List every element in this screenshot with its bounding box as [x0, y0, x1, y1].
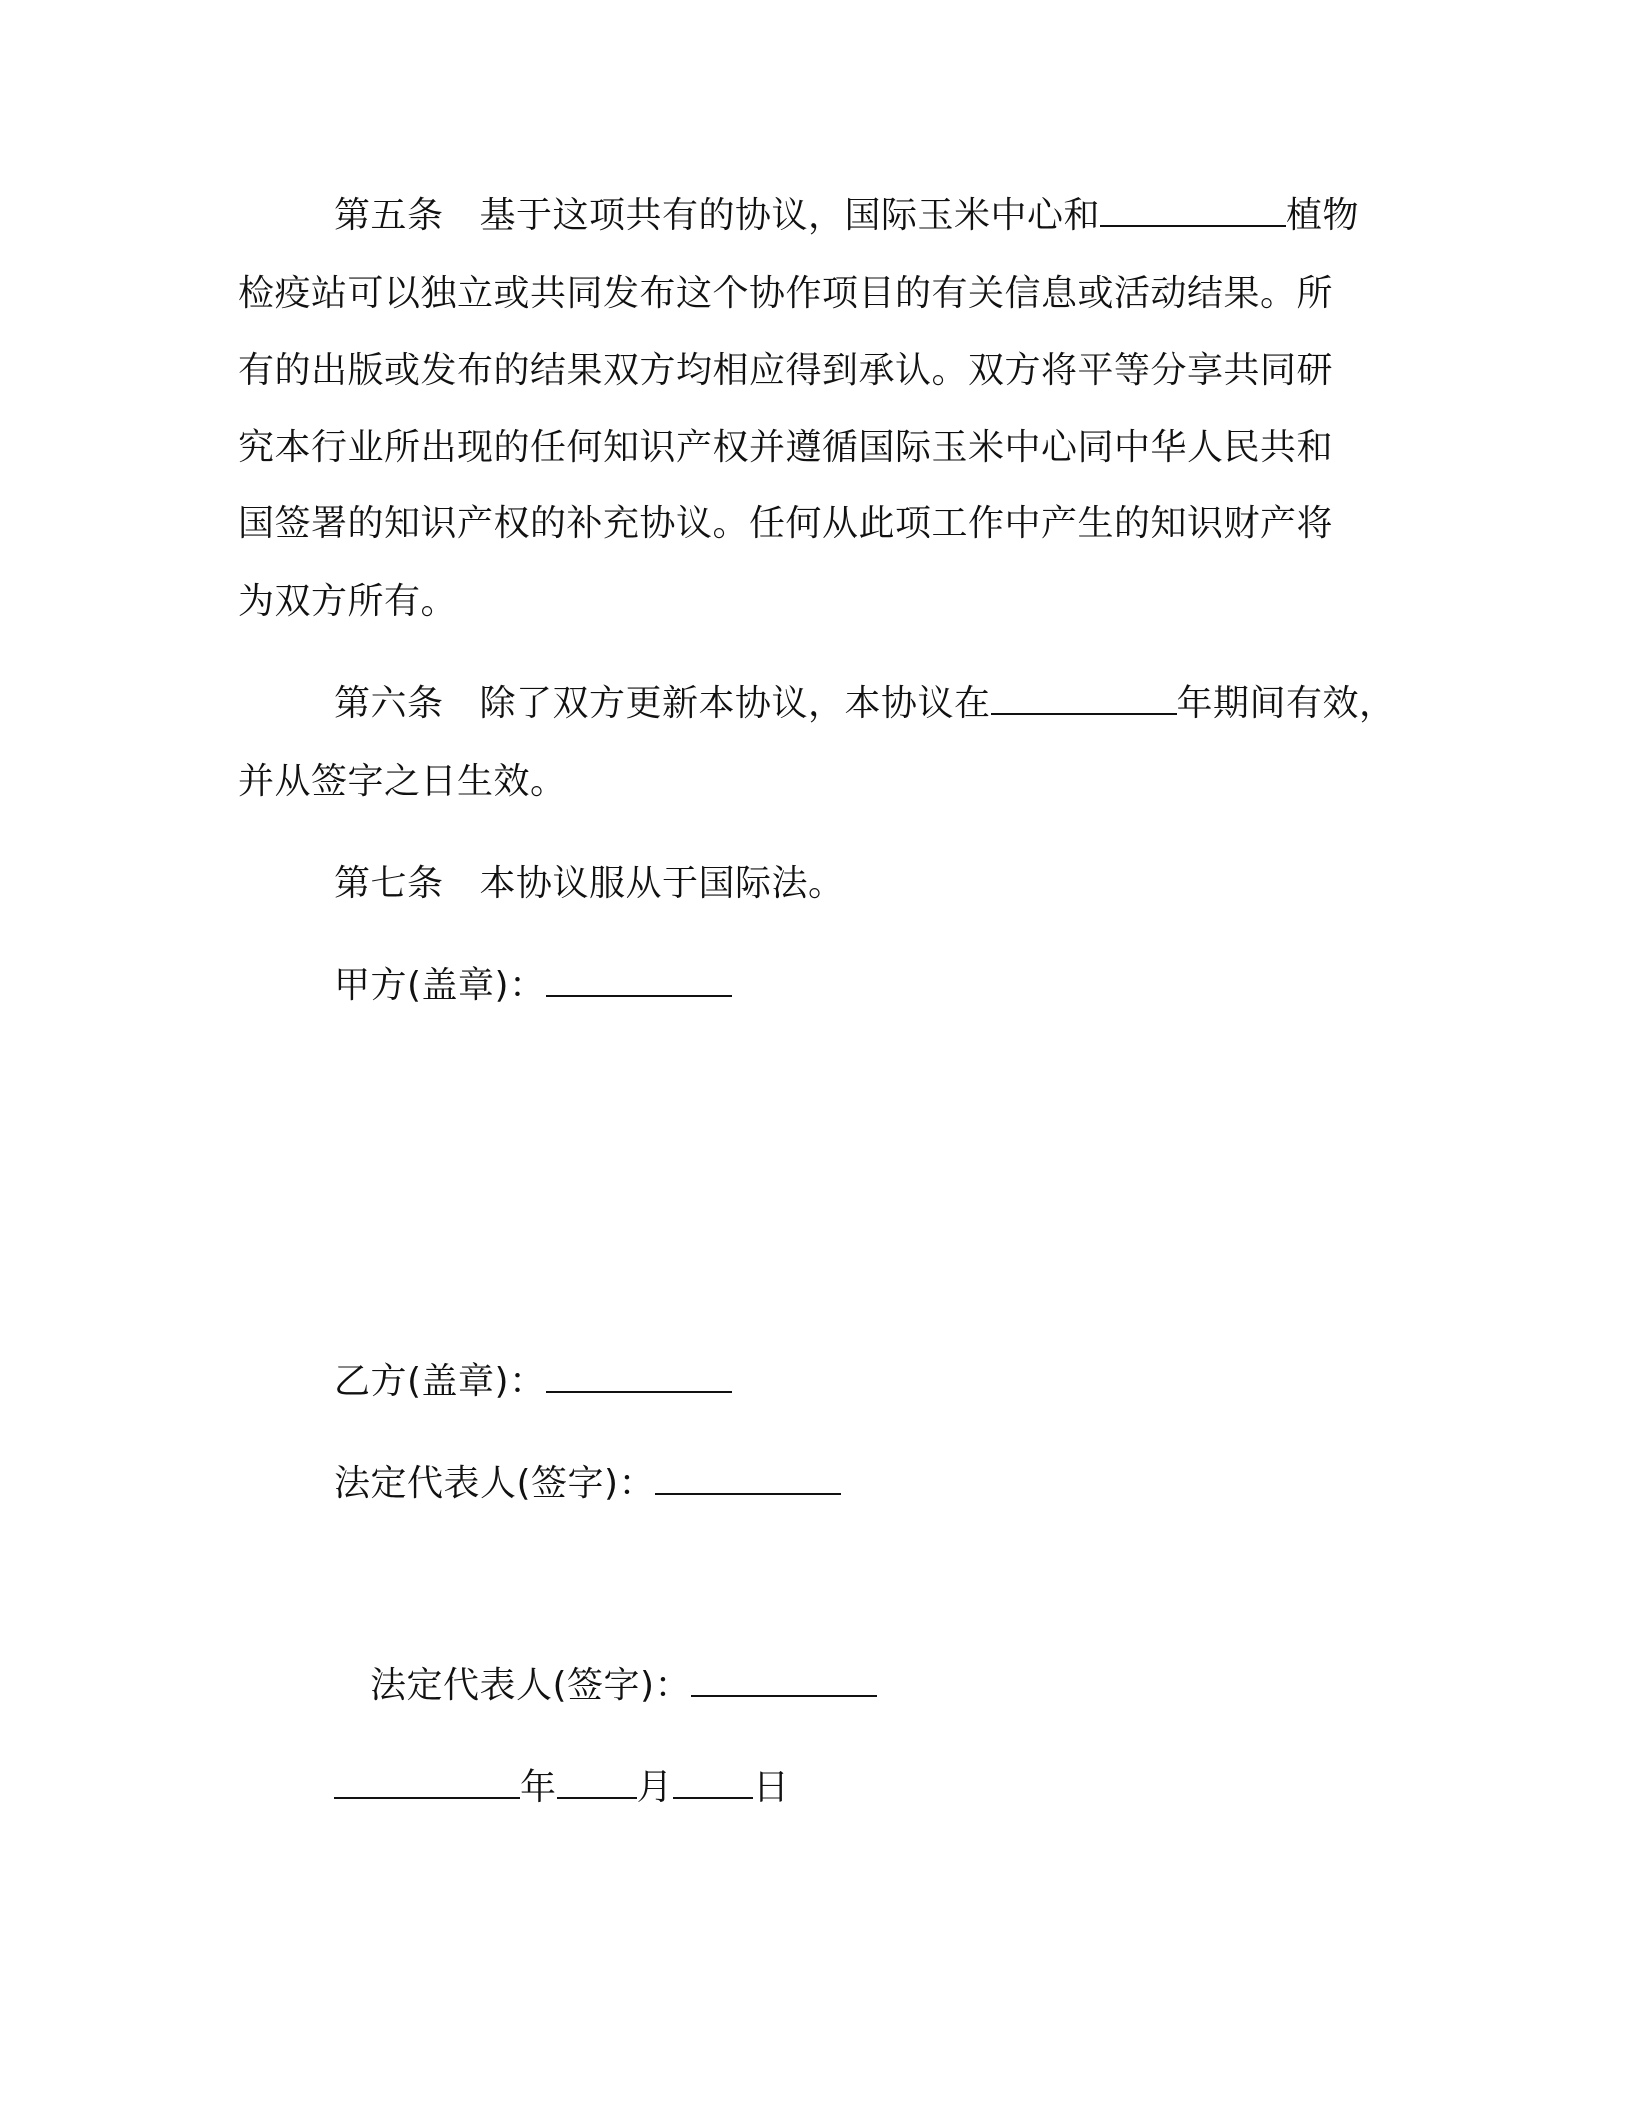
article5-line5: 国签署的知识产权的补充协议。任何从此项工作中产生的知识财产将: [238, 503, 1334, 544]
article6-years-blank[interactable]: [991, 681, 1177, 715]
legal-rep-2-line: [370, 1662, 877, 1710]
party-b-seal-blank[interactable]: [546, 1359, 732, 1393]
article6-text-pre: 除了双方更新本协议，本协议在: [479, 683, 991, 724]
date-year-label: 年: [520, 1767, 557, 1808]
article5-line2: 检疫站可以独立或共同发布这个协作项目的有关信息或活动结果。所: [238, 273, 1334, 314]
party-b-line: [334, 1358, 732, 1406]
legal-rep-2-label: 法定代表人(签字)：: [370, 1665, 692, 1706]
article6-line2: 并从签字之日生效。: [238, 761, 567, 802]
article6-line1: [334, 680, 1396, 728]
article7-text: 本协议服从于国际法。: [479, 863, 845, 904]
party-a-line: [334, 962, 732, 1010]
article5-text-pre: 基于这项共有的协议，国际玉米中心和: [479, 195, 1101, 236]
article6-text-post: 年期间有效，: [1176, 683, 1396, 724]
article6-label: 第六条: [334, 683, 444, 724]
date-year-blank[interactable]: [334, 1765, 520, 1799]
article5-line6: 为双方所有。: [238, 581, 458, 622]
article5-label: 第五条: [334, 195, 444, 236]
legal-rep-1-line: [334, 1460, 841, 1508]
party-a-label: 甲方(盖章)：: [334, 965, 546, 1006]
legal-rep-2-signature-blank[interactable]: [691, 1663, 877, 1697]
date-month-blank[interactable]: [557, 1765, 637, 1799]
article7-label: 第七条: [334, 863, 444, 904]
date-day-label: 日: [753, 1767, 790, 1808]
party-a-seal-blank[interactable]: [546, 963, 732, 997]
article5-line1: [334, 192, 1359, 240]
article5-line4: 究本行业所出现的任何知识产权并遵循国际玉米中心同中华人民共和: [238, 427, 1334, 468]
date-month-label: 月: [636, 1767, 674, 1808]
date-line: [334, 1764, 790, 1812]
article5-blank[interactable]: [1100, 193, 1286, 227]
legal-rep-1-signature-blank[interactable]: [655, 1461, 841, 1495]
article7-line: [334, 860, 845, 908]
date-day-blank[interactable]: [673, 1765, 753, 1799]
article5-line3: 有的出版或发布的结果双方均相应得到承认。双方将平等分享共同研: [238, 350, 1334, 391]
article5-text-post: 植物: [1286, 195, 1360, 236]
party-b-label: 乙方(盖章)：: [334, 1361, 546, 1402]
legal-rep-1-label: 法定代表人(签字)：: [334, 1463, 656, 1504]
